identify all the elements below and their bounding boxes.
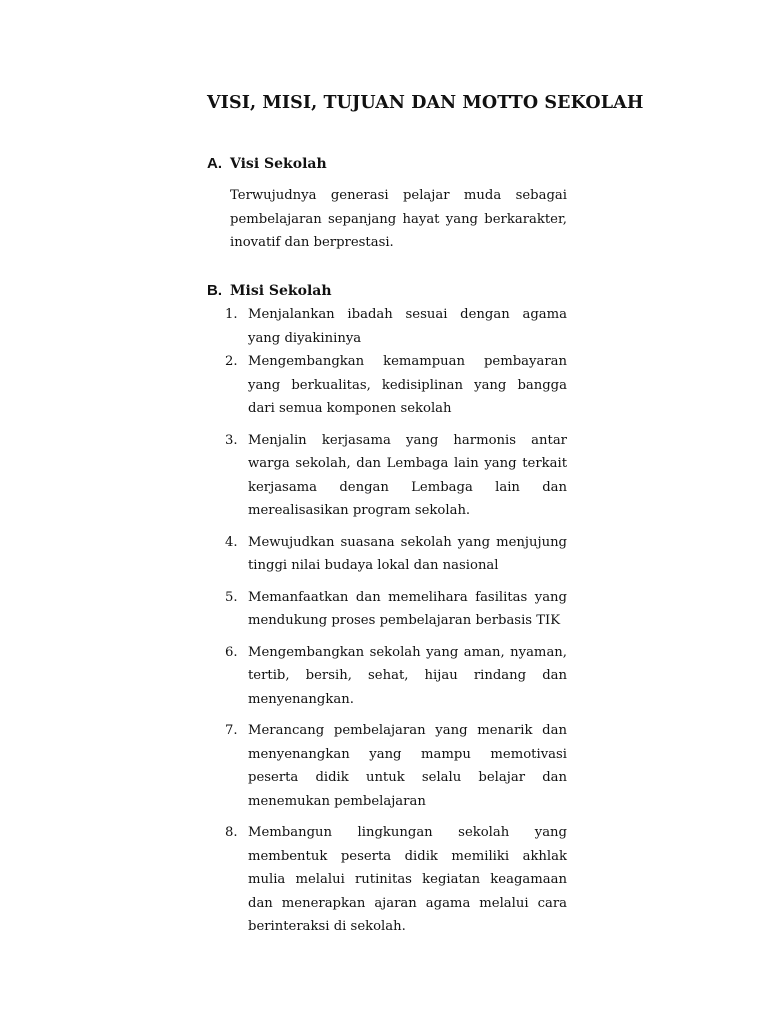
misi-list bbox=[220, 303, 567, 939]
list-item bbox=[220, 821, 567, 939]
list-text: Mengembangkan sekolah yang aman, nyaman, tertib, bersih, sehat, hijau rindang dan menyenangkan. bbox=[248, 644, 567, 707]
list-item bbox=[220, 531, 567, 578]
visi-paragraph: Terwujudnya generasi pelajar muda sebagai pembelajaran sepanjang hayat yang berkarakter, inovatif dan berprestasi. bbox=[230, 188, 567, 250]
list-item bbox=[220, 429, 567, 523]
list-text: Merancang pembelajaran yang menarik dan menyenangkan yang mampu memotivasi peserta didik untuk selalu belajar dan menemukan pembelajaran bbox=[248, 723, 567, 809]
section-title: Misi Sekolah bbox=[230, 283, 332, 299]
list-item bbox=[220, 719, 567, 813]
page-title: VISI, MISI, TUJUAN DAN MOTTO SEKOLAH bbox=[207, 93, 644, 113]
list-number: 8. bbox=[225, 825, 238, 840]
list-item bbox=[220, 586, 567, 633]
list-number: 6. bbox=[225, 644, 238, 660]
section-title: Visi Sekolah bbox=[230, 156, 327, 172]
list-text: Memanfaatkan dan memelihara fasilitas yang mendukung proses pembelajaran berbasis TIK bbox=[248, 589, 567, 628]
list-number: 4. bbox=[225, 534, 238, 550]
section-heading-misi bbox=[207, 282, 332, 299]
list-text: Menjalin kerjasama yang harmonis antar warga sekolah, dan Lembaga lain yang terkait kerjasama dengan Lembaga lain dan merealisasikan program sekolah. bbox=[248, 432, 567, 518]
section-heading-visi bbox=[207, 155, 327, 172]
list-item bbox=[220, 350, 567, 421]
list-number: 2. bbox=[225, 354, 238, 369]
list-text: Mewujudkan suasana sekolah yang menjujung tinggi nilai budaya lokal dan nasional bbox=[248, 534, 567, 573]
section-letter: B. bbox=[207, 282, 222, 299]
list-text: Mengembangkan kemampuan pembayaran yang berkualitas, kedisiplinan yang bangga dari semua komponen sekolah bbox=[248, 354, 567, 416]
list-text: Menjalankan ibadah sesuai dengan agama yang diyakininya bbox=[248, 307, 567, 346]
list-number: 1. bbox=[225, 307, 238, 322]
list-item bbox=[220, 303, 567, 350]
section-letter: A. bbox=[207, 155, 222, 172]
list-text: Membangun lingkungan sekolah yang membentuk peserta didik memiliki akhlak mulia melalui rutinitas kegiatan keagamaan dan menerapkan ajaran agama melalui cara berinteraksi di sekolah. bbox=[248, 825, 567, 934]
list-item bbox=[220, 641, 567, 712]
list-number: 5. bbox=[225, 589, 238, 605]
list-number: 3. bbox=[225, 432, 238, 448]
list-number: 7. bbox=[225, 723, 238, 738]
